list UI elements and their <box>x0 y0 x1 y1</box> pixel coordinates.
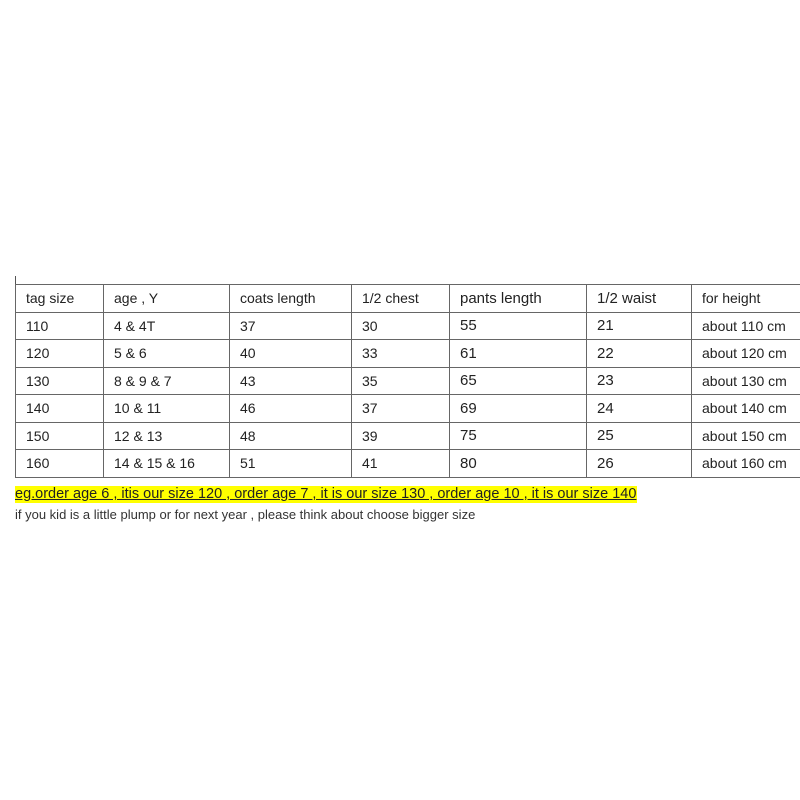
cell-coats-length: 48 <box>230 422 352 450</box>
cell-pants-length: 55 <box>450 312 587 340</box>
cell-coats-length: 43 <box>230 367 352 395</box>
table-row <box>16 367 800 395</box>
table-row <box>16 450 800 478</box>
cell-tag-size: 130 <box>16 367 104 395</box>
cell-half-waist: 24 <box>587 395 692 423</box>
header-tag-size: tag size <box>16 285 104 313</box>
cell-half-waist: 23 <box>587 367 692 395</box>
cell-for-height: about 140 cm <box>692 395 800 423</box>
cell-coats-length: 51 <box>230 450 352 478</box>
header-age: age , Y <box>104 285 230 313</box>
cell-age: 5 & 6 <box>104 340 230 368</box>
cell-age: 12 & 13 <box>104 422 230 450</box>
header-half-waist: 1/2 waist <box>587 285 692 313</box>
cell-coats-length: 37 <box>230 312 352 340</box>
cell-age: 8 & 9 & 7 <box>104 367 230 395</box>
cell-half-waist: 25 <box>587 422 692 450</box>
cell-pants-length: 75 <box>450 422 587 450</box>
cell-coats-length: 40 <box>230 340 352 368</box>
table-row <box>16 422 800 450</box>
size-advice-note: if you kid is a little plump or for next year , please think about choose bigger size <box>15 507 476 522</box>
cell-half-waist: 26 <box>587 450 692 478</box>
cell-for-height: about 130 cm <box>692 367 800 395</box>
cell-age: 14 & 15 & 16 <box>104 450 230 478</box>
cell-tag-size: 140 <box>16 395 104 423</box>
cell-half-waist: 21 <box>587 312 692 340</box>
cell-half-chest: 35 <box>352 367 450 395</box>
cell-age: 10 & 11 <box>104 395 230 423</box>
cell-half-waist: 22 <box>587 340 692 368</box>
table-row <box>16 395 800 423</box>
cell-tag-size: 120 <box>16 340 104 368</box>
cell-half-chest: 33 <box>352 340 450 368</box>
table-header-row <box>16 285 800 313</box>
size-example-note <box>15 486 637 502</box>
header-for-height: for height <box>692 285 800 313</box>
cell-tag-size: 150 <box>16 422 104 450</box>
cell-for-height: about 150 cm <box>692 422 800 450</box>
cell-pants-length: 69 <box>450 395 587 423</box>
cell-pants-length: 61 <box>450 340 587 368</box>
header-coats-length: coats length <box>230 285 352 313</box>
cell-pants-length: 80 <box>450 450 587 478</box>
header-pants-length: pants length <box>450 285 587 313</box>
cell-for-height: about 120 cm <box>692 340 800 368</box>
cell-for-height: about 160 cm <box>692 450 800 478</box>
cell-pants-length: 65 <box>450 367 587 395</box>
cell-tag-size: 160 <box>16 450 104 478</box>
table-row <box>16 340 800 368</box>
cell-tag-size: 110 <box>16 312 104 340</box>
header-half-chest: 1/2 chest <box>352 285 450 313</box>
table-row <box>16 312 800 340</box>
cell-coats-length: 46 <box>230 395 352 423</box>
cell-age: 4 & 4T <box>104 312 230 340</box>
cell-for-height: about 110 cm <box>692 312 800 340</box>
size-chart-table <box>15 284 800 478</box>
highlighted-example-text: eg.order age 6 , itis our size 120 , order age 7 , it is our size 130 , order age 10 , it is our size 140 <box>15 486 637 502</box>
cell-half-chest: 39 <box>352 422 450 450</box>
cell-half-chest: 37 <box>352 395 450 423</box>
cell-half-chest: 41 <box>352 450 450 478</box>
cell-half-chest: 30 <box>352 312 450 340</box>
